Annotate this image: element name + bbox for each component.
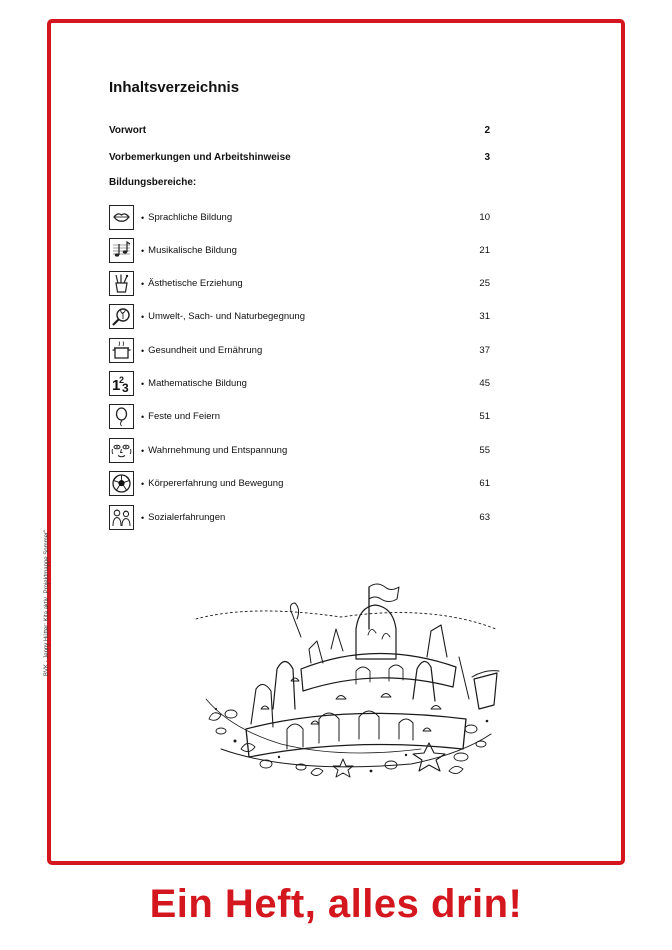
svg-text:2: 2 — [119, 375, 125, 385]
sandcastle-illustration — [191, 559, 501, 789]
domain-label: Wahrnehmung und Entspannung — [148, 445, 288, 456]
copyright-credit: BVK - Jenny Hütter: Kita aktiv „Projektmappe Sommer" — [44, 529, 50, 677]
domain-page: 37 — [479, 345, 490, 356]
domain-page: 21 — [479, 245, 490, 256]
toc-entry-vorbemerkungen — [109, 152, 490, 163]
bullet: • — [141, 411, 145, 422]
domain-row-sozialerfahrungen — [109, 504, 490, 531]
bullet: • — [141, 278, 145, 289]
domain-page: 51 — [479, 411, 490, 422]
domain-page: 45 — [479, 378, 490, 389]
bullet: • — [141, 311, 145, 322]
domain-label: Gesundheit und Ernährung — [148, 345, 263, 356]
domain-label: Körpererfahrung und Bewegung — [148, 478, 284, 489]
children-group-icon — [109, 505, 134, 530]
domain-row-gesundheit — [109, 337, 490, 364]
bullet: • — [141, 245, 145, 256]
domain-page: 25 — [479, 278, 490, 289]
bullet: • — [141, 478, 145, 489]
toc-title: Inhaltsverzeichnis — [109, 79, 240, 96]
domain-row-sprachliche-bildung — [109, 204, 490, 231]
domain-label: Ästhetische Erziehung — [148, 278, 243, 289]
domain-label: Sozialerfahrungen — [148, 512, 226, 523]
domain-row-feste-und-feiern — [109, 403, 490, 430]
bullet: • — [141, 445, 145, 456]
domain-row-umwelt — [109, 303, 490, 330]
numbers-123-icon — [109, 371, 134, 396]
soccer-ball-icon — [109, 471, 134, 496]
toc-entry-label: Vorbemerkungen und Arbeitshinweise — [109, 152, 291, 163]
domain-label: Musikalische Bildung — [148, 245, 237, 256]
cooking-pot-icon — [109, 338, 134, 363]
section-label-bildungsbereiche: Bildungsbereiche: — [109, 177, 197, 188]
bullet: • — [141, 212, 145, 223]
domain-label: Umwelt-, Sach- und Naturbegegnung — [148, 311, 305, 322]
svg-text:3: 3 — [122, 381, 129, 394]
toc-entry-vorwort — [109, 125, 490, 136]
banner-slogan: Ein Heft, alles drin! — [149, 882, 523, 926]
domain-row-mathematische-bildung — [109, 370, 490, 397]
toc-entry-page: 2 — [484, 125, 490, 136]
domain-page: 10 — [479, 212, 490, 223]
domain-row-aesthetische-erziehung — [109, 270, 490, 297]
magnifier-plant-icon — [109, 304, 134, 329]
bullet: • — [141, 512, 145, 523]
domain-row-musikalische-bildung — [109, 237, 490, 264]
domain-label: Feste und Feiern — [148, 411, 220, 422]
page-frame — [47, 19, 625, 865]
balloon-icon — [109, 404, 134, 429]
domain-page: 61 — [479, 478, 490, 489]
domain-page: 63 — [479, 512, 490, 523]
paintbrush-cup-icon — [109, 271, 134, 296]
bullet: • — [141, 345, 145, 356]
toc-entry-label: Vorwort — [109, 125, 147, 136]
svg-text:1: 1 — [112, 377, 121, 394]
domain-label: Sprachliche Bildung — [148, 212, 233, 223]
domain-page: 55 — [479, 445, 490, 456]
music-notes-icon — [109, 238, 134, 263]
lips-icon — [109, 205, 134, 230]
domain-row-koerpererfahrung — [109, 470, 490, 497]
domain-row-wahrnehmung — [109, 437, 490, 464]
bullet: • — [141, 378, 145, 389]
domain-page: 31 — [479, 311, 490, 322]
toc-entry-page: 3 — [484, 152, 490, 163]
domain-label: Mathematische Bildung — [148, 378, 247, 389]
face-senses-icon — [109, 438, 134, 463]
